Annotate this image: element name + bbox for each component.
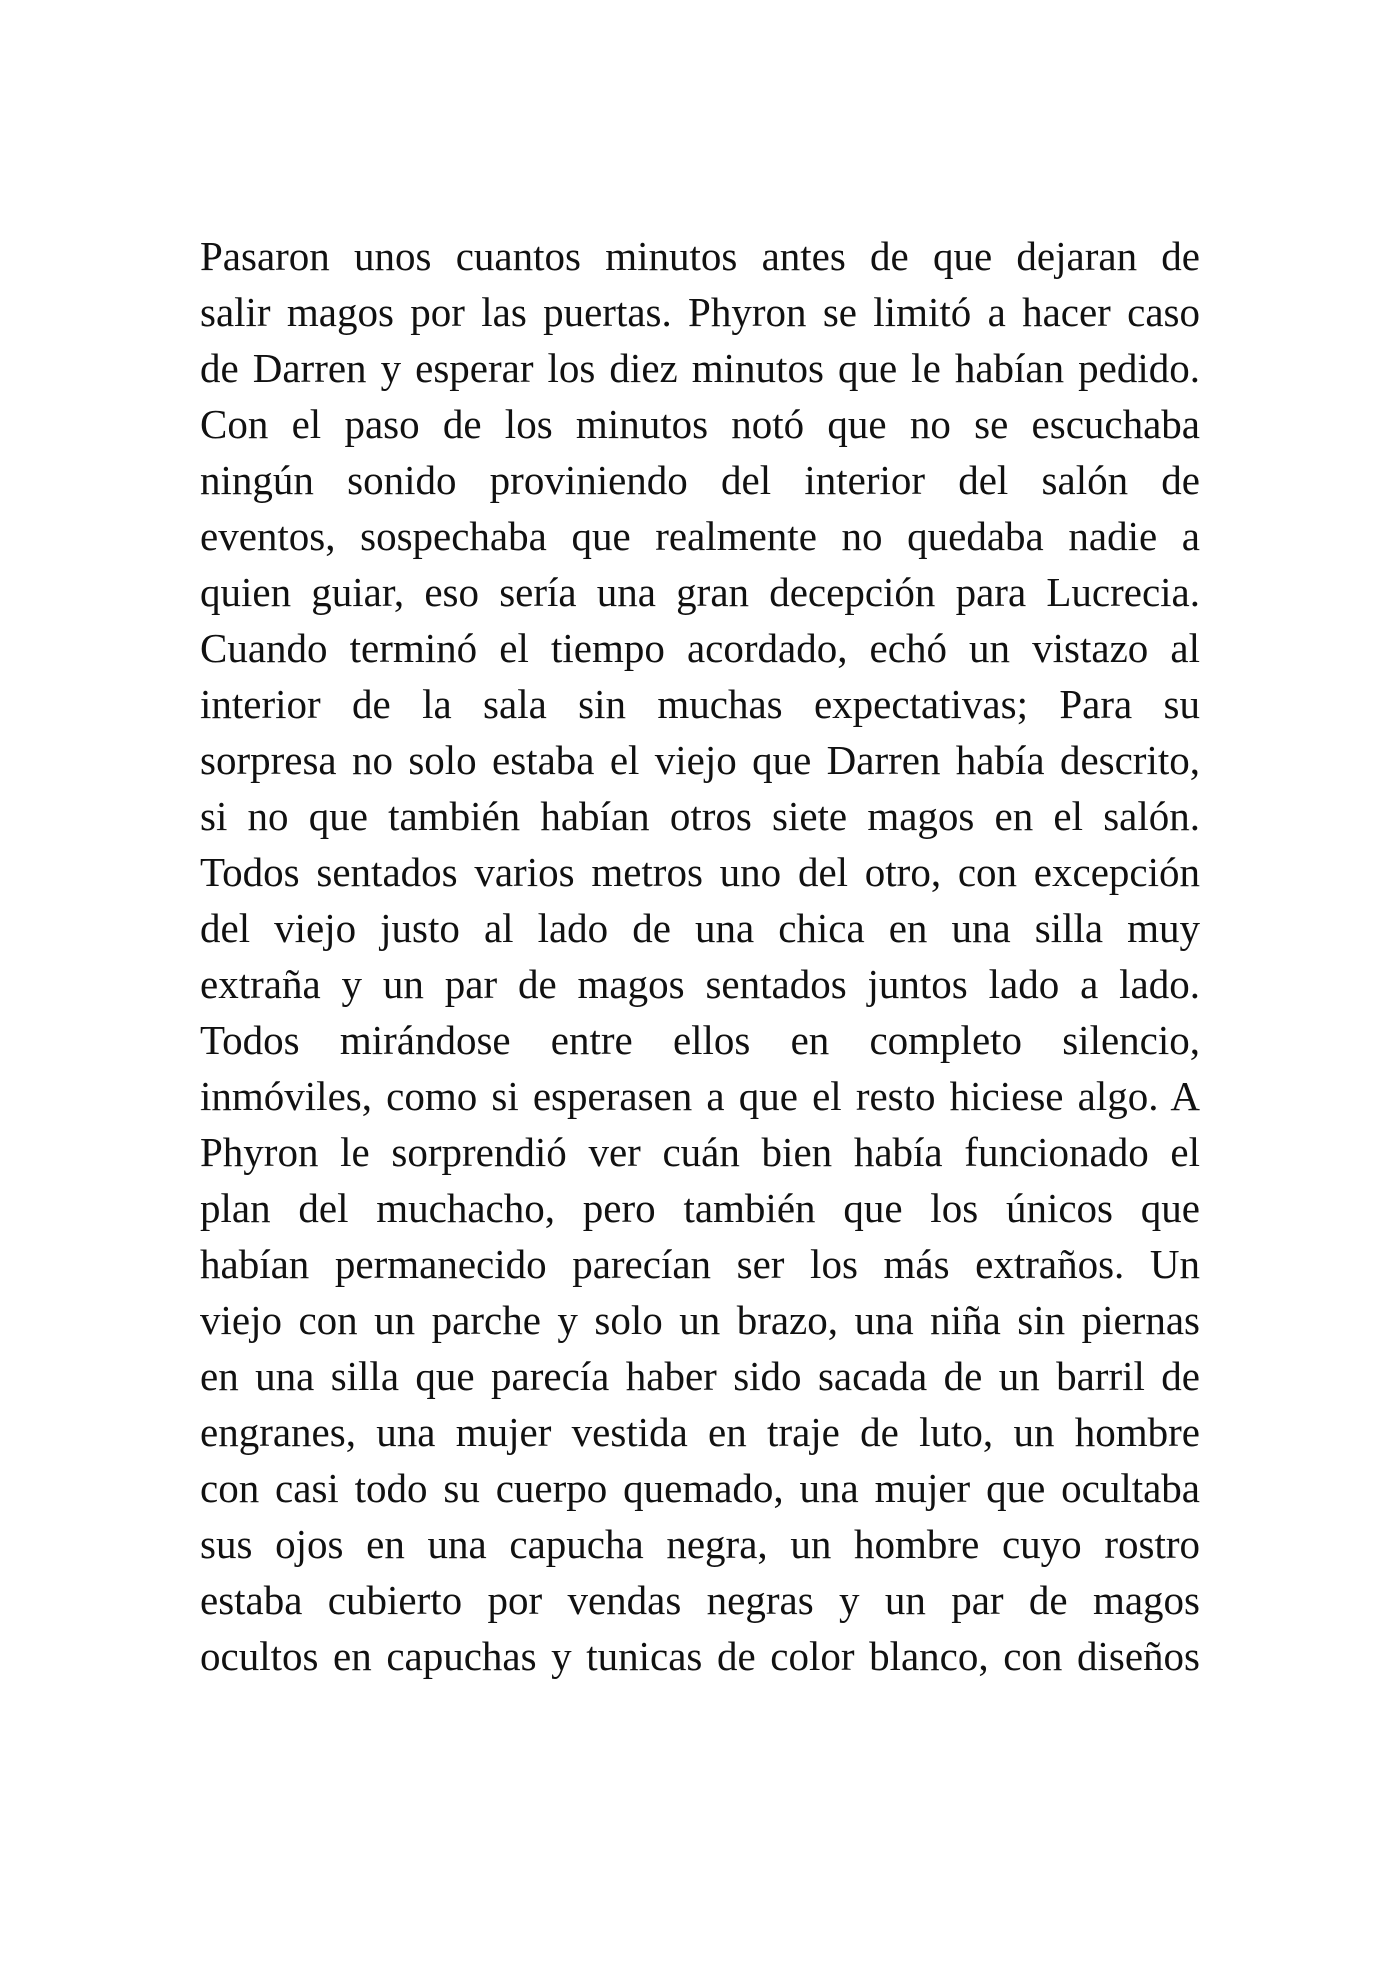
text-line: sus ojos en una capucha negra, un hombre cuyo rostro [200,1521,1200,1567]
text-line: si no que también habían otros siete magos en el salón. [200,793,1200,839]
text-line: viejo con un parche y solo un brazo, una niña sin piernas [200,1297,1200,1343]
text-line: estaba cubierto por vendas negras y un par de magos [200,1577,1200,1623]
text-line: eventos, sospechaba que realmente no quedaba nadie a [200,513,1200,559]
text-line: con casi todo su cuerpo quemado, una mujer que ocultaba [200,1465,1200,1511]
text-line: extraña y un par de magos sentados juntos lado a lado. [200,961,1200,1007]
text-line: plan del muchacho, pero también que los únicos que [200,1185,1200,1231]
text-line: habían permanecido parecían ser los más extraños. Un [200,1241,1200,1287]
text-line: Todos sentados varios metros uno del otro, con excepción [200,849,1200,895]
text-line: en una silla que parecía haber sido sacada de un barril de [200,1353,1200,1399]
text-line: ningún sonido proviniendo del interior del salón de [200,457,1200,503]
body-paragraph [200,228,1200,1684]
text-line: ocultos en capuchas y tunicas de color blanco, con diseños [200,1633,1200,1679]
text-line: quien guiar, eso sería una gran decepción para Lucrecia. [200,569,1200,615]
text-line: Pasaron unos cuantos minutos antes de que dejaran de [200,233,1200,279]
text-line: interior de la sala sin muchas expectativas; Para su [200,681,1200,727]
text-line: engranes, una mujer vestida en traje de luto, un hombre [200,1409,1200,1455]
text-line: Con el paso de los minutos notó que no se escuchaba [200,401,1200,447]
text-line: Cuando terminó el tiempo acordado, echó un vistazo al [200,625,1200,671]
text-line: sorpresa no solo estaba el viejo que Darren había descrito, [200,737,1200,783]
text-line: inmóviles, como si esperasen a que el resto hiciese algo. A [200,1073,1200,1119]
text-line: del viejo justo al lado de una chica en una silla muy [200,905,1200,951]
text-line: Todos mirándose entre ellos en completo silencio, [200,1017,1200,1063]
text-line: de Darren y esperar los diez minutos que le habían pedido. [200,345,1200,391]
text-line: Phyron le sorprendió ver cuán bien había funcionado el [200,1129,1200,1175]
text-line: salir magos por las puertas. Phyron se limitó a hacer caso [200,289,1200,335]
